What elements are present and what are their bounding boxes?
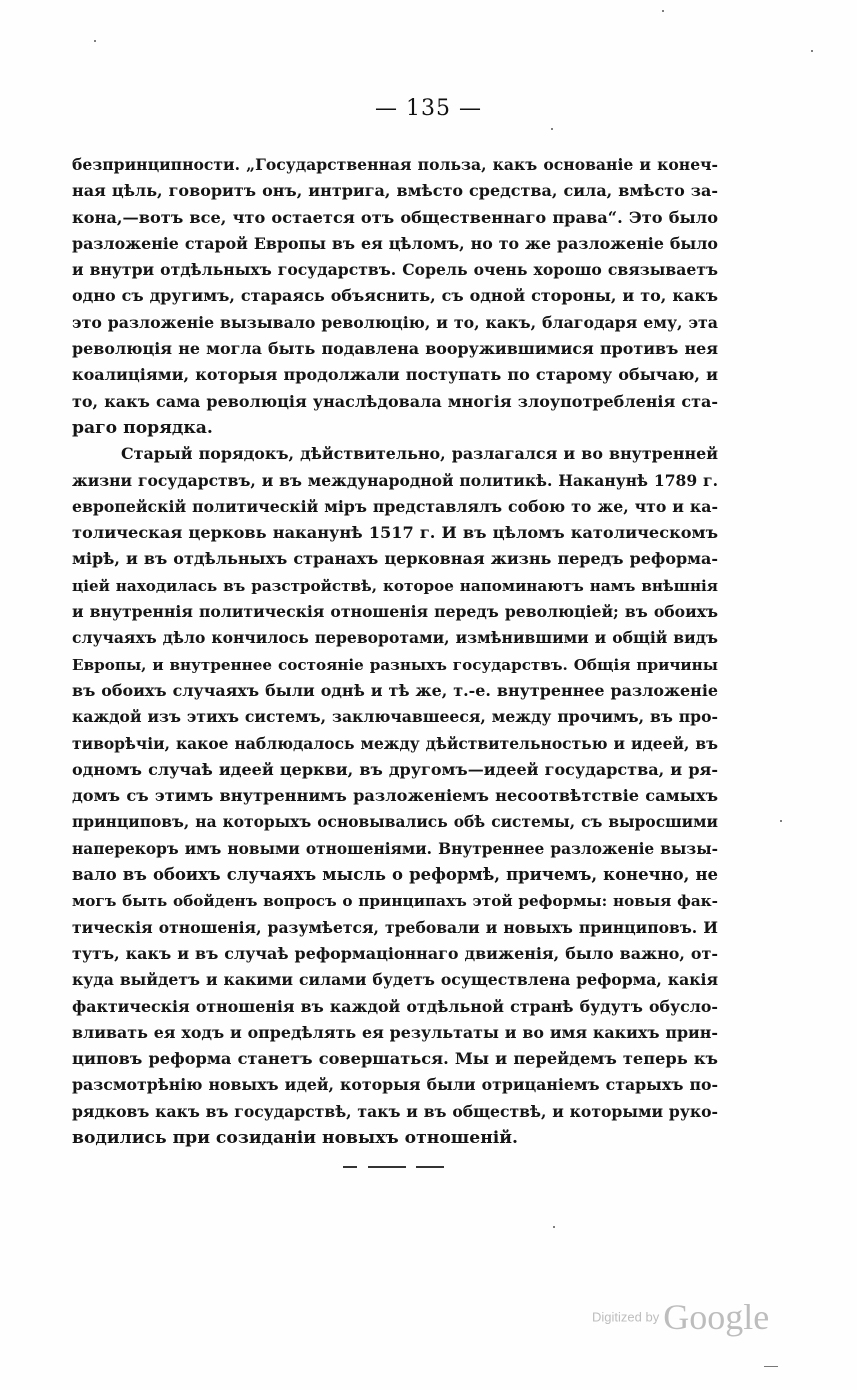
text-line: одно съ другимъ, стараясь объяснить, съ одной стороны, и то, какъ: [72, 286, 718, 306]
text-line: коалиціями, которыя продолжали поступать по старому обычаю, и: [72, 365, 718, 385]
text-line: наперекоръ имъ новыми отношеніями. Внутреннее разложеніе вызы-: [72, 839, 718, 858]
end-ornament-rule: [343, 1166, 357, 1168]
text-line: жизни государствъ, и въ международной политикѣ. Наканунѣ 1789 г.: [72, 470, 718, 490]
text-line: Европы, и внутреннее состояніе разныхъ государствъ. Общія причины: [72, 655, 718, 674]
text-line: разсмотрѣнію новыхъ идей, которыя были отрицаніемъ старыхъ по-: [72, 1075, 718, 1095]
text-line: европейскій политическій міръ представлялъ собою то же, что и ка-: [72, 496, 718, 516]
text-line: ціей находилась въ разстройствѣ, которое напоминаютъ намъ внѣшнія: [72, 576, 718, 595]
watermark-small-text: Digitized by: [592, 1309, 660, 1325]
text-line: вало въ обоихъ случаяхъ мысль о реформѣ, причемъ, конечно, не: [72, 865, 718, 885]
text-line: могъ быть обойденъ вопросъ о принципахъ этой реформы: новыя фак-: [72, 892, 718, 911]
text-line: это разложеніе вызывало революцію, и то, какъ, благодаря ему, эта: [72, 312, 718, 332]
text-line: рядковъ какъ въ государствѣ, такъ и въ обществѣ, и которыми руко-: [72, 1101, 718, 1121]
text-line: мірѣ, и въ отдѣльныхъ странахъ церковная жизнь передъ реформа-: [72, 549, 718, 569]
digitized-watermark: [592, 1296, 769, 1338]
text-line: циповъ реформа станетъ совершаться. Мы и перейдемъ теперь къ: [72, 1049, 718, 1069]
scan-speck: [662, 10, 664, 12]
text-line: разложеніе старой Европы въ ея цѣломъ, но то же разложеніе было: [72, 233, 718, 253]
text-line: революція не могла быть подавлена вооружившимися противъ нея: [72, 339, 718, 359]
end-ornament-rule: [368, 1166, 406, 1168]
text-line: случаяхъ дѣло кончилось переворотами, измѣнившими и общій видъ: [72, 628, 718, 648]
scan-speck: [811, 50, 813, 52]
scan-speck: [551, 128, 553, 130]
text-line: водились при созиданіи новыхъ отношеній.: [72, 1127, 519, 1148]
text-line: раго порядка.: [72, 417, 213, 438]
page-number: — 135 —: [375, 96, 482, 121]
text-line: и внутри отдѣльныхъ государствъ. Сорель очень хорошо связываетъ: [72, 260, 718, 280]
text-line: вливать ея ходъ и опредѣлять ея результаты и во имя какихъ прин-: [72, 1022, 718, 1042]
text-line: кона,—вотъ все, что остается отъ общественнаго права“. Это было: [72, 207, 718, 227]
text-line: каждой изъ этихъ системъ, заключавшееся, между прочимъ, въ про-: [72, 707, 718, 727]
scan-speck: [553, 1226, 555, 1228]
text-line: въ обоихъ случаяхъ были однѣ и тѣ же, т.-е. внутреннее разложеніе: [72, 680, 718, 700]
text-line: толическая церковь наканунѣ 1517 г. И въ цѣломъ католическомъ: [72, 523, 718, 543]
text-line: и внутреннія политическія отношенія передъ революціей; въ обоихъ: [72, 602, 718, 622]
text-line: безпринципности. „Государственная польза, какъ основаніе и конеч-: [72, 155, 718, 174]
text-line: одномъ случаѣ идеей церкви, въ другомъ—идеей государства, и ря-: [72, 759, 718, 779]
end-ornament-rule: [416, 1166, 444, 1168]
text-line: то, какъ сама революція унаслѣдовала многія злоупотребленія ста-: [72, 391, 718, 411]
text-line: принциповъ, на которыхъ основывались обѣ системы, съ выросшими: [72, 812, 718, 832]
text-line: тиворѣчіи, какое наблюдалось между дѣйствительностью и идеей, въ: [72, 733, 718, 753]
text-line: домъ съ этимъ внутреннимъ разложеніемъ несоотвѣтствіе самыхъ: [72, 786, 718, 806]
body-text: [72, 152, 718, 1151]
text-line: тическія отношенія, разумѣется, требовали и новыхъ принциповъ. И: [72, 917, 718, 937]
text-line: Старый порядокъ, дѣйствительно, разлагался и во внутренней: [121, 444, 718, 464]
scan-mark: [764, 1366, 778, 1367]
text-line: фактическія отношенія въ каждой отдѣльной странѣ будутъ обусло-: [72, 996, 718, 1016]
text-line: ная цѣль, говоритъ онъ, интрига, вмѣсто средства, сила, вмѣсто за-: [72, 181, 718, 201]
scan-speck: [780, 820, 782, 822]
text-line: тутъ, какъ и въ случаѣ реформаціоннаго движенія, было важно, от-: [72, 943, 718, 963]
scan-speck: [94, 40, 96, 42]
text-line: куда выйдетъ и какими силами будетъ осуществлена реформа, какія: [72, 970, 718, 990]
watermark-logo-text: Google: [663, 1297, 770, 1337]
